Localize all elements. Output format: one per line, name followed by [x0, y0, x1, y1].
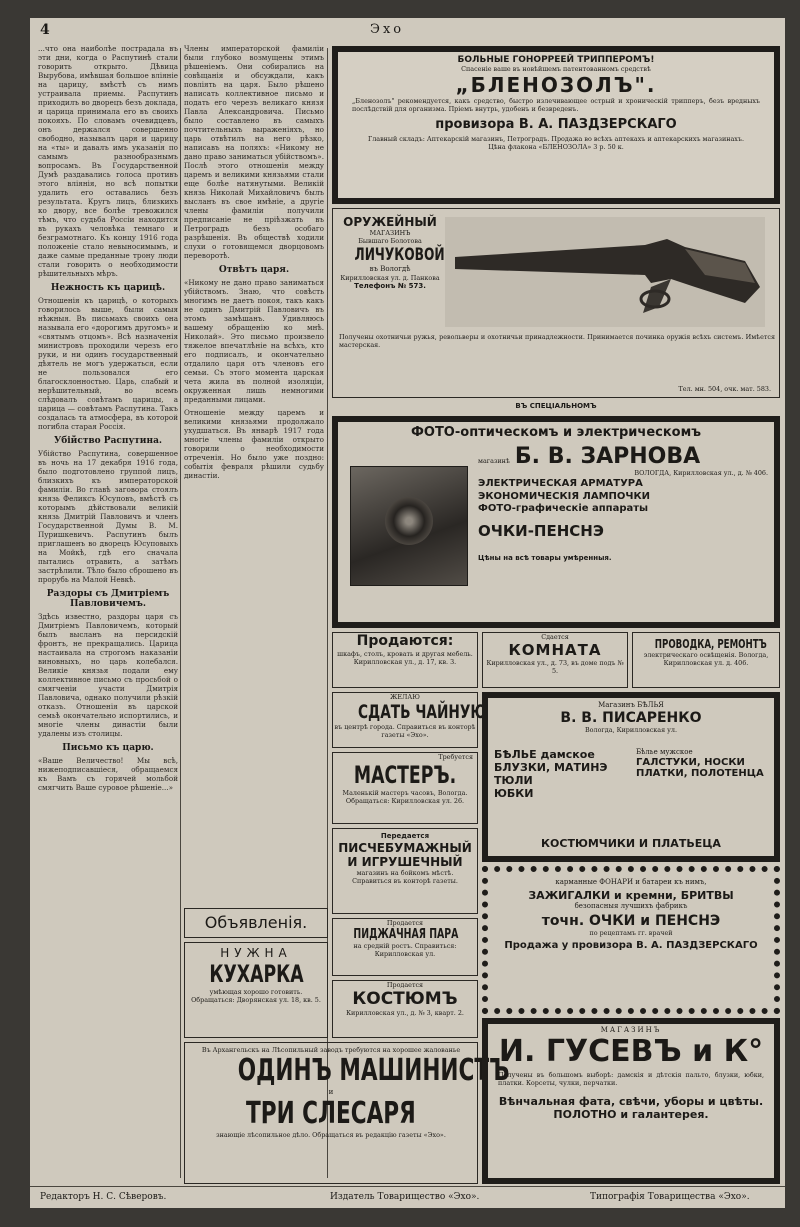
ad-lead: Продается — [386, 919, 424, 927]
ad-title: ПИДЖАЧНАЯ ПАРА — [353, 927, 459, 942]
ad-machinist — [184, 1042, 510, 1184]
ad-subline: Спасеніе ваше въ новѣйшемъ патентованномъ средствѣ — [461, 64, 651, 73]
article-paragraph: ...что она наиболѣе пострадала въ эти дни, когда о Распутинѣ стали говорить открыто. Дѣвица Вырубова, имѣвшая большое вліяніе на царицу, вмѣстѣ съ нимъ устраивала приемы. Распутинъ приходилъ во дворецъ безъ доклада, и царица принимала его въ своихъ покояхъ. По словамъ очевидцевъ, онъ держался совершенно свободно, называлъ царя и царицу на «ты» и давалъ имъ указанія по самымъ разнообразнымъ вопросамъ. Въ Государственной Думѣ раздавались голоса противъ этого вліянія, но всѣ попытки удалить его оставались безъ результата. Кругъ лицъ, близкихъ ко двору, все болѣе тревожился тѣмъ, что судьба Россіи находится въ рукахъ человѣка темнаго и безграмотнаго. Къ концу 1916 года положеніе стало невыносимымъ, и даже самые преданные трону люди стали говорить о необходимости рѣшительныхъ мѣръ. — [38, 44, 178, 278]
ad-lead: НУЖНА — [220, 946, 292, 960]
article-column-1 — [38, 44, 178, 1184]
ad-item: ГАЛСТУКИ, НОСКИ — [636, 756, 745, 768]
ad-provizor: провизора В. А. ПАЗДЗЕРСКАГО — [435, 116, 677, 132]
ad-body: магазинъ на бойкомъ мѣстѣ. Справиться въ конторѣ газеты. — [352, 868, 458, 885]
ad-shop-name: Б. В. ЗАРНОВА — [514, 444, 701, 469]
announcements-header — [184, 908, 328, 938]
ad-title: КОСТЮМЪ — [352, 989, 458, 1009]
ad-label: ОРУЖЕЙНЫЙ — [343, 215, 437, 229]
ad-item: ТЮЛИ — [494, 774, 533, 787]
ad-lead: Продается — [386, 981, 424, 989]
ad-title: Продаются: — [356, 633, 454, 649]
page-footer — [30, 1186, 785, 1208]
article-heading: Убійство Распутина. — [53, 436, 163, 446]
ad-address: ВОЛОГДА, Кирилловская ул., д. № 406. — [634, 469, 768, 477]
article-heading: Раздоры съ Дмитріемъ Павловичемъ. — [46, 589, 170, 609]
ad-title: ТРИ СЛЕСАРЯ — [246, 1095, 416, 1131]
ad-body: умѣющая хорошо готовить. Обращаться: Дворянская ул. 18, кв. 5. — [191, 988, 321, 1004]
ad-product-name: „БЛЕНОЗОЛЪ". — [455, 72, 657, 97]
ad-item: ФОТО-графическіе аппараты — [478, 503, 649, 514]
ad-room — [482, 632, 628, 688]
ad-lamps — [482, 866, 780, 1014]
ad-toy-shop — [332, 828, 478, 914]
ad-item: ЗАЖИГАЛКИ и кремни, БРИТВЫ — [528, 888, 734, 902]
ad-provizor: Продажа у провизора В. А. ПАЗДЗЕРСКАГО — [504, 940, 758, 951]
section-title: Объявленія. — [204, 913, 308, 932]
ad-label: Бывшаго Болотова — [358, 237, 422, 245]
ad-item: ЮБКИ — [494, 787, 534, 800]
ad-address: Главный складъ: Аптекарскій магазинъ, Петроградъ. Продажа во всѣхъ аптекахъ и аптекарскихъ магазинахъ. — [367, 134, 745, 143]
ad-jacket — [332, 918, 478, 976]
ad-title: КОМНАТА — [508, 641, 602, 659]
ad-item: БѢЛЬЕ дамское — [494, 748, 595, 761]
ad-body: Маленькій мастеръ часовъ, Вологда. Обращаться: Кирилловская ул. 26. — [342, 789, 468, 805]
ad-title: ОДИНЪ МАШИНИСТЪ — [237, 1053, 510, 1088]
ad-pisarenko — [482, 692, 780, 862]
ad-item: безопасныя лучшихъ фабрикъ — [574, 901, 688, 910]
paper-name: Эхо — [370, 22, 405, 37]
ad-lead: Въ Архангельскъ на Лѣсопильный заводъ требуются на хорошее жалованье — [201, 1046, 461, 1054]
ad-lead: Передается — [380, 832, 430, 840]
ad-shop-word: магазинѣ — [478, 457, 510, 465]
ad-street: Кирилловская ул. д. Панкова — [340, 273, 440, 282]
ad-title: ПРОВОДКА, РЕМОНТЪ — [654, 637, 767, 651]
article-heading: Отвѣтъ царя. — [218, 265, 290, 275]
footer-editor: Редакторъ Н. С. Сѣверовъ. — [40, 1192, 167, 1202]
ad-item: ЭКОНОМИЧЕСКІЯ ЛАМПОЧКИ — [478, 490, 651, 502]
footer-publisher: Издатель Товарищество «Эхо». — [330, 1192, 480, 1202]
ad-body: электрическаго освѣщенія. Вологда, Кирилловская ул. д. 406. — [643, 651, 769, 667]
ad-blenozol — [332, 46, 780, 204]
footer-print: Типографія Товарищества «Эхо». — [590, 1192, 750, 1202]
shotgun-illustration — [445, 217, 765, 327]
ad-item: точн. ОЧКИ и ПЕНСНЭ — [541, 913, 721, 929]
newspaper-page — [30, 18, 785, 1208]
ad-headline: БОЛЬНЫЕ ГОНОРРЕЕЙ ТРИППЕРОМЪ! — [457, 55, 655, 65]
ad-and: и — [328, 1088, 334, 1096]
ad-address: Вологда, Кирилловская ул. — [584, 725, 678, 734]
ad-body: Кирилловская ул., д. № 3, кварт. 2. — [346, 1009, 464, 1017]
ad-title: ПИСЧЕБУМАЖНЫЙ И ИГРУШЕЧНЫЙ — [338, 840, 472, 869]
article-paragraph: Здѣсь известно, раздоры царя съ Дмитріемъ Павловичемъ, который былъ высланъ на персидскій фронтъ, не прекращались. Царица настаивала на строгомъ наказаніи виновныхъ, но царь колебался. Великіе князья подали ему коллективное письмо съ просьбой о смягченіи участи Дмитрія Павловича, однако получили рѣзкій отказъ. Отношенія въ царской семьѣ окончательно испортились, и многіе члены династіи были удалены изъ столицы. — [38, 612, 178, 738]
ad-city: въ Вологдѣ — [369, 265, 411, 273]
ad-item: ЭЛЕКТРИЧЕСКАЯ АРМАТУРА — [478, 478, 643, 489]
ad-body: „Бленозолъ" рекомендуется, какъ средство, быстро излечивающее острый и хроническій трипперъ, безъ вредныхъ послѣдствій для организма. Пріемъ внутрь, удобенъ и безвреденъ. — [352, 96, 760, 113]
page-number: 4 — [40, 22, 50, 38]
ad-tea-house — [332, 692, 487, 748]
ad-item: по рецептамъ гг. врачей — [589, 929, 673, 937]
ad-gusev — [482, 1018, 780, 1184]
article-paragraph: Отношенія къ царицѣ, о которыхъ говорилось выше, были самыя нѣжныя. Въ письмахъ своихъ она называла его «дорогимъ другомъ» и «святымъ отцомъ». Всѣ назначенія министровъ проходили черезъ его руки, и ни одинъ государственный дѣятель не могъ удержаться, если не пользовался его благосклонностью. Царь, слабый и нерѣшительный, во всемъ слѣдовалъ совѣтамъ царицы, а царица — совѣтамъ Распутина. Такъ создалась та атмосфера, въ которой погибла старая Россія. — [38, 296, 178, 431]
article-paragraph: Отношеніе между царемъ и великими князьями продолжало ухудшаться. Въ январѣ 1917 года многіе члены фамиліи открыто говорили о необходимости отреченія. Но было уже поздно: событія февраля рѣшили судьбу династіи. — [184, 408, 324, 480]
ad-item: карманные ФОНАРИ и батареи къ нимъ, — [555, 878, 707, 886]
ad-cook — [184, 942, 328, 1038]
ad-gun-shop — [332, 208, 780, 398]
ad-lead: ЖЕЛАЮ — [390, 693, 420, 701]
ad-contact: Тел. мн. 504, очк. мат. 583. — [678, 385, 771, 393]
ad-shop-name: В. В. ПИСАРЕНКО — [560, 709, 702, 726]
ad-body: Получены въ большомъ выборѣ: дамскія и дѣтскія пальто, блузки, юбки, платки. Корсеты, чулки, перчатки. — [498, 1070, 764, 1087]
ad-lead: Магазинъ БѢЛЬЯ — [598, 701, 664, 709]
ad-body: на средній ростъ. Справиться: Кирилловская ул. — [353, 942, 457, 958]
ad-shop-name: И. ГУСЕВЪ и К° — [498, 1033, 764, 1069]
ad-item: ПОЛОТНО и галантерея. — [553, 1107, 709, 1121]
article-paragraph: Убійство Распутина, совершенное въ ночь на 17 декабря 1916 года, было подготовлено группой лицъ, близкихъ къ императорской фамиліи. Во главѣ заговора стоялъ князь Феликсъ Юсуповъ, вмѣстѣ съ которымъ дѣйствовали великій князь Дмитрій Павловичъ и членъ Государственной Думы В. М. Пуришкевичъ. Распутинъ былъ приглашенъ во дворецъ Юсуповыхъ на Мойкѣ, гдѣ его сначала пытались отравить, а затѣмъ застрѣлили. Тѣло было сброшено въ прорубь на Малой Невкѣ. — [38, 449, 178, 584]
ad-body: въ центрѣ города. Справиться въ конторѣ газеты «Эхо». — [334, 723, 476, 739]
ad-body: Кирилловская ул., д. 73, въ доме подъ № 5. — [486, 659, 624, 675]
ad-suit — [332, 980, 478, 1038]
article-heading: Письмо къ царю. — [62, 743, 154, 753]
ad-sale — [332, 632, 478, 688]
ad-foto-shop — [332, 416, 780, 628]
ad-lead: Сдается — [541, 633, 569, 641]
ad-item: ОЧКИ-ПЕНСНЭ — [478, 521, 604, 540]
ad-title: МАСТЕРЪ. — [353, 761, 457, 789]
ad-body: знающіе лѣсопильное дѣло. Обращаться въ редакцію газеты «Эхо». — [216, 1130, 446, 1139]
ad-title: ФОТО-оптическомъ и электрическомъ — [411, 425, 701, 440]
ad-shop-name: ЛИЧУКОВОЙ — [354, 245, 445, 265]
ad-foto-lead: ВЪ СПЕЦІАЛЬНОМЪ — [515, 402, 597, 410]
camera-illustration — [350, 466, 468, 586]
ad-title: КУХАРКА — [208, 960, 304, 988]
ad-wiring — [632, 632, 780, 688]
ad-prices: Цѣны на всѣ товары умѣренныя. — [478, 553, 612, 562]
ad-lead: Требуется — [438, 753, 473, 761]
article-paragraph: «Ваше Величество! Мы всѣ, нижеподписавшіеся, обращаемся къ Вамъ съ горячей мольбой смягчить Ваше суровое рѣшеніе...» — [38, 756, 178, 792]
ad-body: шкафъ, столъ, кровать и другая мебель. Кирилловская ул., д. 17, кв. 3. — [337, 650, 473, 666]
article-heading: Нежность къ царицѣ. — [50, 283, 166, 293]
ad-item: Бѣлье мужское — [636, 748, 693, 756]
article-paragraph: Члены императорской фамиліи были глубоко возмущены этимъ рѣшеніемъ. Они собирались на совѣщанія и обсуждали, какъ повліять на царя. Было рѣшено написать коллективное письмо и подать его черезъ великаго князя Павла Александровича. Письмо было составлено въ самыхъ почтительныхъ выраженіяхъ, но царь отвѣтилъ на него рѣзко, написавъ на поляхъ: «Никому не дано право заниматься убійствомъ». Послѣ этого отношенія между царемъ и великими князьями стали еще болѣе натянутыми. Великій князь Николай Михайловичъ былъ высланъ въ свое имѣніе, а другіе члены фамиліи получили предписаніе не пріѣзжать въ Петроградъ безъ особаго разрѣшенія. Въ обществѣ ходили слухи о готовящемся дворцовомъ переворотѣ. — [184, 44, 324, 260]
ad-phone: Телефонъ № 573. — [354, 281, 426, 290]
ad-price: Цѣна флакона «БЛЕНОЗОЛА» 3 р. 50 к. — [488, 142, 624, 151]
ad-body: Получены охотничьи ружья, револьверы и охотничьи принадлежности. Принимается починка оружія всѣхъ системъ. Имѣется мастерская. — [339, 333, 775, 349]
ad-item: БЛУЗКИ, МАТИНЭ — [494, 761, 608, 774]
article-paragraph: «Никому не дано право заниматься убійствомъ. Знаю, что совѣсть многимъ не даетъ покоя, такъ какъ не одинъ Дмитрій Павловичъ въ этомъ замѣшанъ. Удивляюсь вашему обращенію ко мнѣ. Николай». Это письмо произвело тяжелое впечатлѣніе на всѣхъ, кто его подписалъ, и окончательно отдалило царя отъ членовъ его семьи. Съ этого момента царская чета жила въ полной изоляціи, окруженная лишь немногими преданными лицами. — [184, 278, 324, 404]
page-header — [30, 18, 785, 44]
ad-bottom-line: КОСТЮМЧИКИ И ПЛАТЬЕЦА — [541, 837, 721, 850]
ad-item: Вѣнчальная фата, свѣчи, уборы и цвѣты. — [498, 1094, 764, 1108]
ad-label: МАГАЗИНЪ — [369, 229, 411, 237]
ad-title: СДАТЬ ЧАЙНУЮ — [357, 701, 487, 723]
ad-item: ПЛАТКИ, ПОЛОТЕНЦА — [636, 767, 764, 779]
ad-lead: МАГАЗИНЪ — [600, 1026, 662, 1034]
ad-master — [332, 752, 478, 824]
article-column-2 — [184, 44, 324, 904]
